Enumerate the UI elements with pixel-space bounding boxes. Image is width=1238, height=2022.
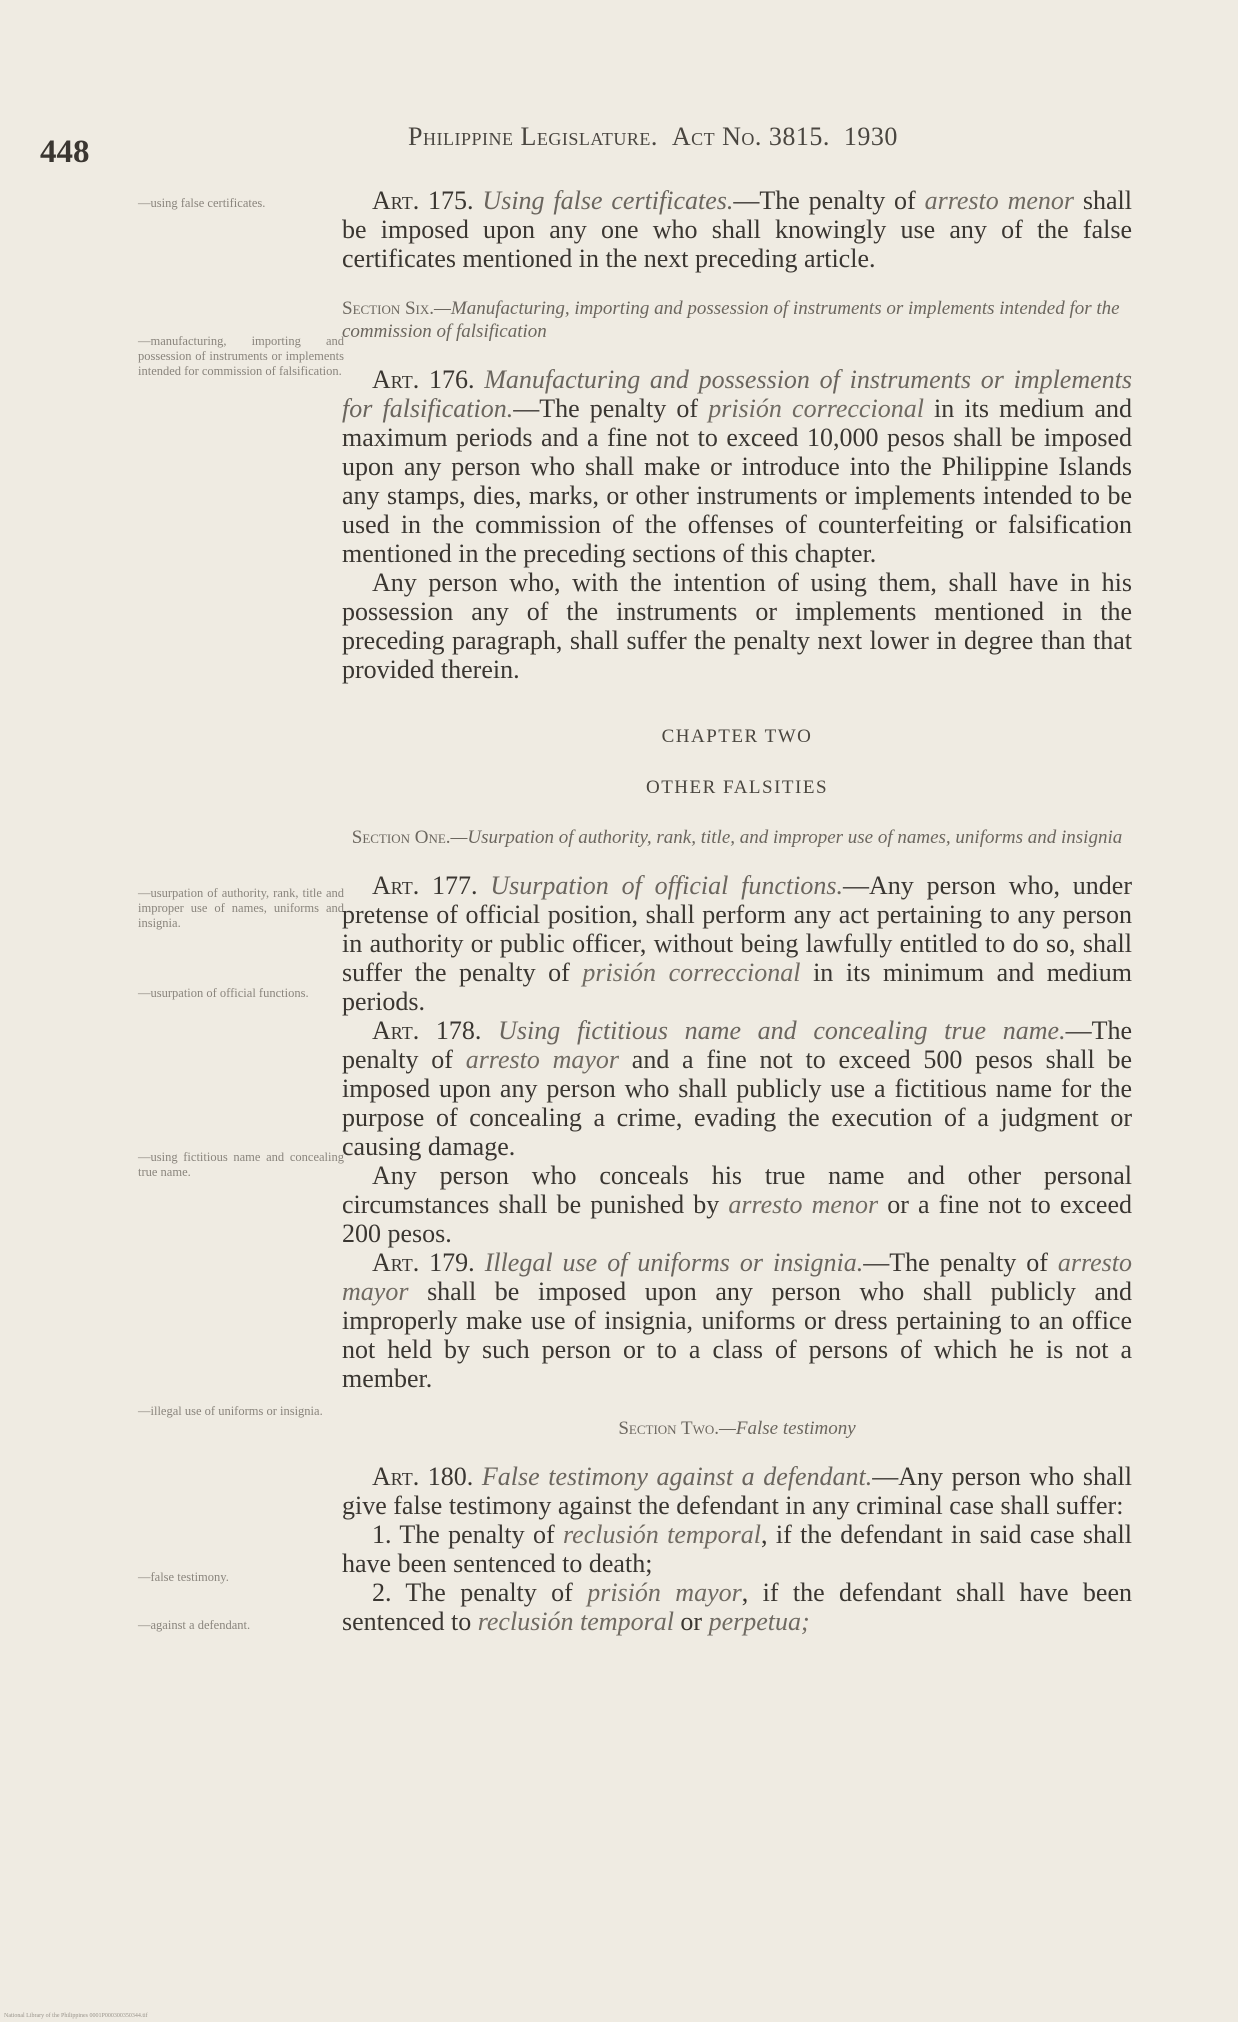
article-label: Art. 176.	[372, 365, 475, 394]
section-label: Section Two.	[618, 1418, 719, 1439]
running-head	[408, 122, 1128, 152]
legal-term: reclusión temporal	[563, 1520, 762, 1549]
article-175	[342, 186, 1132, 273]
article-text: —Any person who shall give false testimony against the defendant in any criminal case shall suffer:	[342, 1462, 1132, 1520]
legal-term: arresto mayor	[465, 1045, 620, 1074]
legal-term: arresto menor	[728, 1190, 879, 1219]
section-title: —Usurpation of authority, rank, title, and improper use of names, uniforms and insignia	[450, 827, 1123, 848]
article-title: Usurpation of official functions.	[490, 871, 843, 900]
article-180	[342, 1462, 1132, 1520]
article-text: or a fine not to exceed 200 pesos.	[342, 1190, 1132, 1248]
article-label: Art. 179.	[372, 1248, 475, 1277]
margin-note: —against a defendant.	[138, 1618, 251, 1632]
article-text: —The penalty of	[342, 1016, 1133, 1074]
article-text: shall be imposed upon any one who shall knowingly use any of the false certificates mentioned in the next preceding article.	[342, 186, 1132, 273]
article-text: in its medium and maximum periods and a fine not to exceed 10,000 pesos shall be imposed upon any person who shall make or introduce into the Philippine Islands any stamps, dies, marks, or other instruments or implements intended to be used in the commission of the offenses of counterfeiting or falsification mentioned in the preceding sections of this chapter.	[342, 394, 1132, 568]
legal-term: arresto mayor	[342, 1248, 1133, 1306]
running-head-title: Philippine Legislature.	[408, 122, 658, 151]
legal-term: arresto menor	[924, 186, 1075, 215]
article-text: in its minimum and medium periods.	[342, 958, 1132, 1016]
section-label: Section One.	[351, 827, 451, 848]
article-178	[342, 1016, 1132, 1161]
article-text: —The penalty of	[513, 394, 709, 423]
article-176	[342, 365, 1132, 568]
margin-note: —usurpation of official functions.	[138, 986, 309, 1000]
margin-note: —usurpation of authority, rank, title and improper use of names, uniforms and insignia.	[138, 886, 344, 930]
article-180-item-1	[342, 1520, 1132, 1578]
article-title: False testimony against a defendant.	[481, 1462, 873, 1491]
legal-term: prisión mayor	[587, 1578, 742, 1607]
article-label: Art. 177.	[372, 871, 478, 900]
legal-term: reclusión temporal	[477, 1607, 674, 1636]
article-label: Art. 178.	[372, 1016, 482, 1045]
article-179	[342, 1248, 1132, 1393]
margin-note: —using fictitious name and concealing true name.	[138, 1150, 344, 1179]
article-label: Art. 180.	[372, 1462, 474, 1491]
article-text: 2. The penalty of	[372, 1578, 588, 1607]
article-text: 1. The penalty of	[372, 1520, 563, 1549]
margin-note: —using false certificates.	[138, 196, 266, 210]
article-text: or	[673, 1607, 709, 1636]
article-180-item-2	[342, 1578, 1132, 1636]
article-text: shall be imposed upon any person who shall publicly and improperly make use of insignia, uniforms or dress pertaining to an office not held by such person or to a class of persons of which he is not a member.	[342, 1277, 1132, 1393]
article-title: Manufacturing and possession of instruments or implements for falsification.	[342, 365, 1132, 423]
article-title: Using fictitious name and concealing true name.	[498, 1016, 1066, 1045]
article-text: Any person who conceals his true name and other personal circumstances shall be punished by	[342, 1161, 1132, 1219]
article-176-paragraph-2: Any person who, with the intention of using them, shall have in his possession any of the instruments or implements mentioned in the preceding paragraph, shall suffer the penalty next lower in degree than that provided therein.	[342, 568, 1132, 684]
running-head-act: Act No. 3815.	[671, 122, 830, 151]
article-text: —Any person who, under pretense of official position, shall perform any act pertaining to any person in authority or public officer, without being lawfully entitled to do so, shall suffer the penalty of	[342, 871, 1133, 987]
margin-note: —manufacturing, importing and possession of instruments or implements intended for commission of falsification.	[138, 334, 344, 378]
section-label: Section Six.	[342, 298, 435, 319]
chapter-heading: CHAPTER TWO	[661, 726, 813, 747]
section-title: —False testimony	[718, 1418, 856, 1439]
article-label: Art. 175.	[372, 186, 474, 215]
main-text	[342, 186, 1132, 1636]
article-text: , if the defendant in said case shall have been sentenced to death;	[342, 1520, 1132, 1578]
margin-note: —illegal use of uniforms or insignia.	[138, 1404, 323, 1418]
section-heading	[342, 297, 1132, 343]
section-heading	[342, 826, 1132, 849]
scan-credit: National Library of the Philippines 0001P000300350344.tif	[4, 2013, 148, 2019]
legal-term: perpetua;	[708, 1607, 810, 1636]
margin-note: —false testimony.	[138, 1570, 229, 1584]
article-title: Using false certificates.	[482, 186, 734, 215]
chapter-title: OTHER FALSITIES	[645, 777, 829, 798]
article-178-paragraph-2	[342, 1161, 1132, 1248]
article-177	[342, 871, 1132, 1016]
section-heading	[342, 1417, 1132, 1440]
legal-term: prisión correccional	[582, 958, 801, 987]
article-title: Illegal use of uniforms or insignia.	[484, 1248, 864, 1277]
article-text: and a fine not to exceed 500 pesos shall be imposed upon any person who shall publicly use a fictitious name for the purpose of concealing a crime, evading the execution of a judgment or causing damage.	[342, 1045, 1133, 1161]
running-head-year: 1930	[843, 122, 898, 151]
article-text: , if the defendant shall have been sentenced to	[342, 1578, 1132, 1636]
legal-term: prisión correccional	[708, 394, 924, 423]
article-text: —The penalty of	[863, 1248, 1058, 1277]
page-number: 448	[40, 134, 90, 170]
article-text: —The penalty of	[733, 186, 925, 215]
section-title: —Manufacturing, importing and possession of instruments or implements intended for the commission of falsification	[342, 298, 1120, 342]
